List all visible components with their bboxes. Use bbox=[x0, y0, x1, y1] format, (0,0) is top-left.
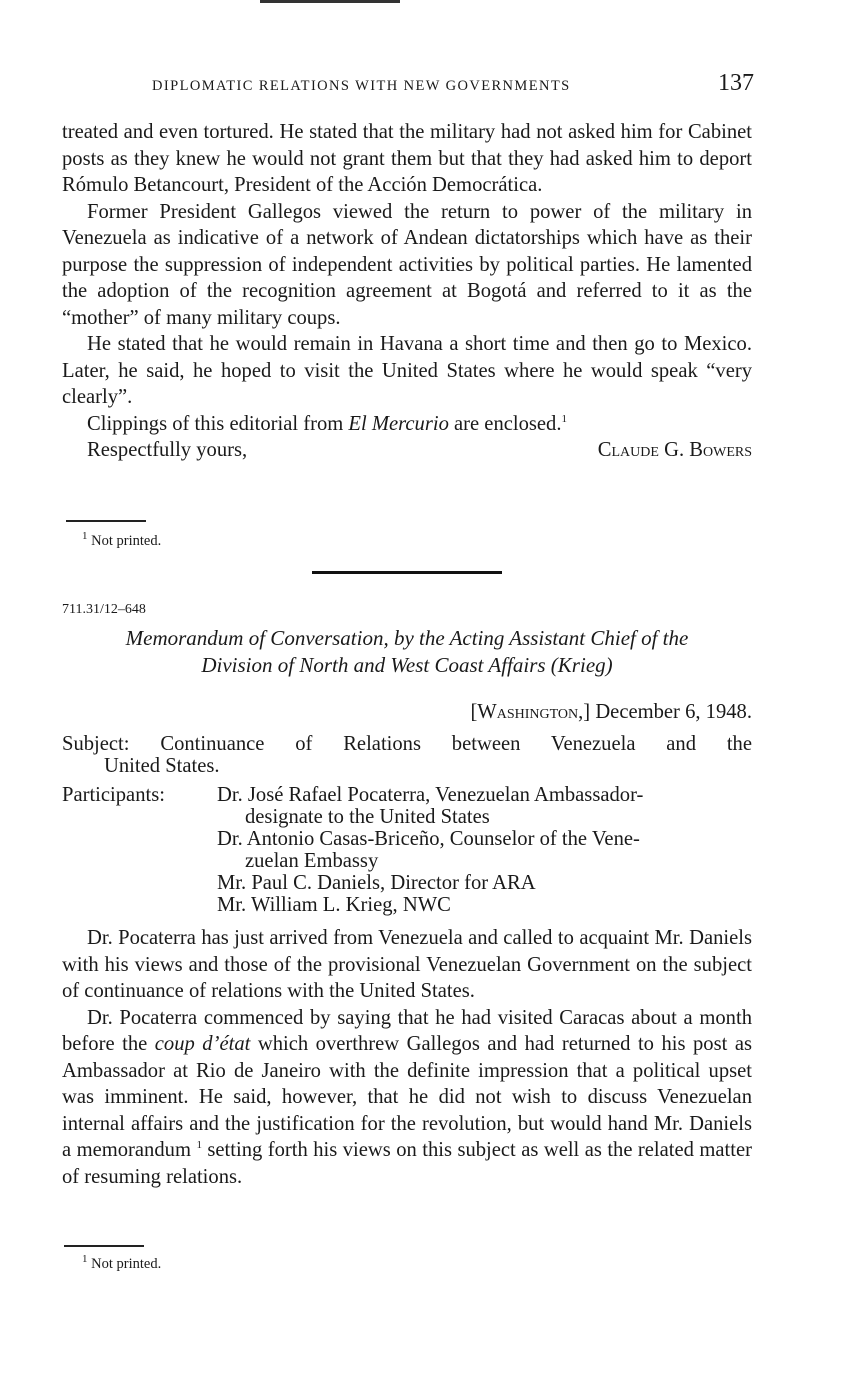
subject-text: Continuance of Relations between Venezuela and the bbox=[160, 733, 752, 755]
subject-block bbox=[62, 733, 752, 777]
dateline-date: December 6, 1948. bbox=[595, 701, 752, 723]
footnote-text: Not printed. bbox=[91, 533, 162, 549]
subject-continuation: United States. bbox=[104, 755, 220, 777]
footnote-reference: 1 bbox=[561, 412, 568, 425]
dateline bbox=[470, 701, 752, 724]
participants-label: Participants: bbox=[62, 784, 165, 806]
paragraph-text: Dr. Pocaterra commenced by saying that he had visited Caracas about a month before the bbox=[62, 1006, 752, 1055]
footnote-mark: 1 bbox=[82, 1253, 88, 1266]
participants-block bbox=[62, 784, 752, 916]
letter-paragraph: treated and even tortured. He stated that the military had not asked him for Cabinet posts as they knew he would not grant them but that they had asked him to deport Rómulo Betancourt, President of the Acción Democrática. bbox=[62, 121, 752, 196]
subject-label: Subject: bbox=[62, 733, 130, 755]
participant-role: zuelan Embassy bbox=[245, 850, 379, 872]
title-line: Division of North and West Coast Affairs (Krieg) bbox=[201, 653, 613, 677]
participants-list bbox=[62, 784, 752, 916]
participant-name: Dr. Antonio Casas-Briceño, Counselor of the Vene- bbox=[217, 828, 640, 850]
italic-phrase: coup d’état bbox=[154, 1033, 251, 1055]
memo-paragraph: Dr. Pocaterra has just arrived from Venezuela and called to acquaint Mr. Daniels with his views and those of the provisional Venezuelan Government on the subject of continuance of relations with the United States. bbox=[62, 927, 752, 1002]
letter-paragraph: Former President Gallegos viewed the return to power of the military in Venezuela as indicative of a network of Andean dictatorships which have as their purpose the suppression of independent activities by political parties. He lamented the adoption of the recognition agreement at Bogotá and referred to it as the “mother” of many military coups. bbox=[62, 200, 752, 329]
participant bbox=[217, 872, 752, 894]
participant bbox=[217, 784, 752, 828]
participant-name: Dr. José Rafael Pocaterra, Venezuelan Ambassador- bbox=[217, 784, 644, 806]
memo-body bbox=[62, 925, 752, 1190]
letter-body bbox=[62, 119, 752, 464]
letter-paragraph bbox=[62, 411, 752, 438]
top-edge-mark bbox=[260, 0, 400, 3]
newspaper-title: El Mercurio bbox=[348, 412, 449, 435]
signature: Claude G. Bowers bbox=[597, 439, 752, 461]
letter-closing-row bbox=[62, 437, 752, 464]
paragraph-text: which overthrew Gallegos and had returned to his post as Ambassador at Rio de Janeiro with the definite impression that a political upset was imminent. He said, however, that he did not wish to discuss Venezuelan internal affairs and the justification for the revolution, but would hand Mr. Daniels a memorandum bbox=[62, 1033, 753, 1161]
section-separator bbox=[312, 571, 502, 574]
letter-paragraph: He stated that he would remain in Havana a short time and then go to Mexico. Later, he said, he hoped to visit the United States where he would speak “very clearly”. bbox=[62, 333, 752, 408]
participant-name: Mr. William L. Krieg, NWC bbox=[217, 894, 451, 916]
participant-name: Mr. Paul C. Daniels, Director for ARA bbox=[217, 872, 536, 894]
footnote bbox=[82, 530, 162, 550]
paragraph-text: are enclosed. bbox=[448, 412, 562, 435]
footnote-reference: 1 bbox=[196, 1139, 202, 1152]
participant bbox=[217, 828, 752, 872]
page-number: 137 bbox=[718, 70, 754, 96]
title-line: Memorandum of Conversation, by the Acting Assistant Chief of the bbox=[125, 626, 689, 650]
dateline-place: [Washington,] bbox=[470, 701, 591, 723]
participant bbox=[217, 894, 752, 916]
paragraph-text: setting forth his views on this subject as well as the related matter of resuming relations. bbox=[62, 1139, 753, 1188]
document-title bbox=[62, 625, 752, 679]
memo-paragraph bbox=[62, 1005, 752, 1191]
footnote bbox=[82, 1253, 162, 1273]
closing-phrase: Respectfully yours, bbox=[87, 439, 248, 461]
page-header bbox=[64, 70, 754, 102]
footnote-text: Not printed. bbox=[91, 1256, 162, 1272]
paragraph-text: Clippings of this editorial from bbox=[87, 412, 349, 435]
footnote-rule bbox=[64, 1245, 144, 1247]
participant-role: designate to the United States bbox=[245, 806, 490, 828]
footnote-rule bbox=[66, 520, 146, 522]
running-head: DIPLOMATIC RELATIONS WITH NEW GOVERNMENTS bbox=[152, 78, 571, 94]
file-number: 711.31/12–648 bbox=[62, 602, 146, 617]
footnote-mark: 1 bbox=[82, 530, 88, 543]
